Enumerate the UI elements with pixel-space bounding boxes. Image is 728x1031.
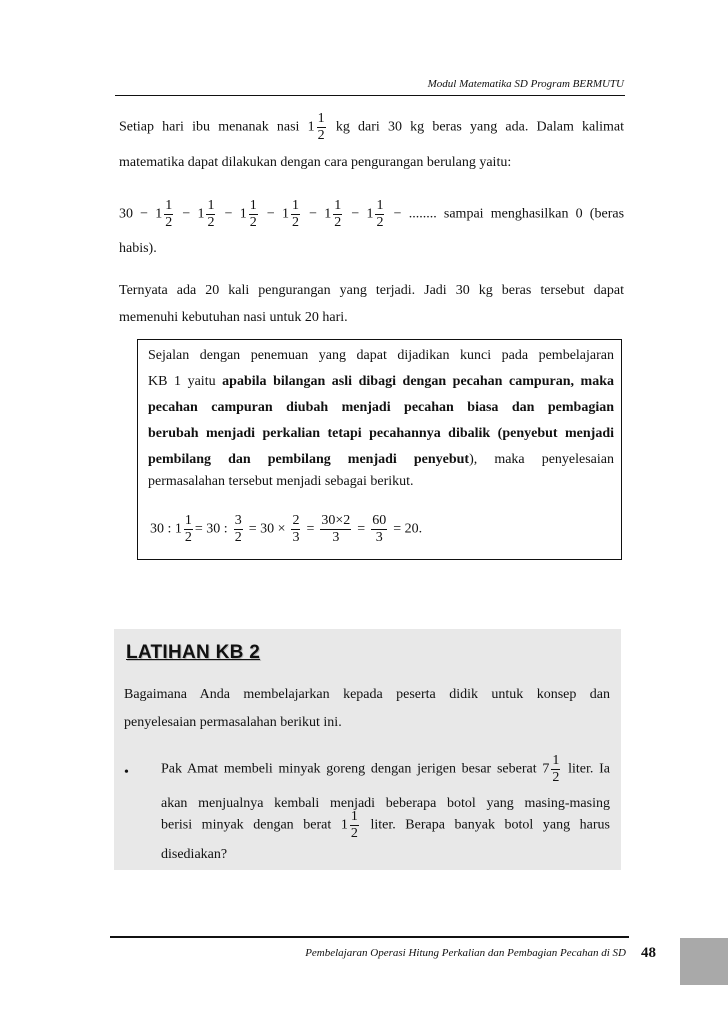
equation-line-2: habis). [119, 241, 157, 256]
fraction: $\frac{1}{2}$ [207, 198, 215, 230]
text: Setiap hari ibu menanak nasi 1 [119, 119, 315, 135]
box-line-6: permasalahan tersebut menjadi sebagai berikut. [148, 474, 414, 489]
exercise-title: LATIHAN KB 2 [126, 642, 261, 663]
box-line-5: pembilang dan pembilang menjadi penyebut), maka penyelesaian [148, 452, 614, 467]
fraction: $\frac{30\times 2}{3}$ [321, 513, 351, 545]
header-rule [115, 95, 625, 96]
running-header: Modul Matematika SD Program BERMUTU [427, 78, 624, 90]
numerator: 1 [317, 111, 325, 126]
fraction: $\frac{1}{2}$ [552, 753, 560, 785]
box-line-3: pecahan campuran diubah menjadi pecahan biasa dan pembagian [148, 400, 614, 415]
fraction: $\frac{1}{2}$ [165, 198, 173, 230]
paragraph-2-line-2: memenuhi kebutuhan nasi untuk 20 hari. [119, 310, 348, 325]
page-tab [680, 938, 728, 985]
paragraph-2-line-1: Ternyata ada 20 kali pengurangan yang terjadi. Jadi 30 kg beras tersebut dapat [119, 283, 624, 298]
eq-term: − 1 [351, 206, 374, 222]
fraction: $\frac{1}{2}$ [376, 198, 384, 230]
denominator: 2 [317, 128, 325, 143]
fraction: $\frac{3}{2}$ [234, 513, 242, 545]
exercise-intro-2: penyelesaian permasalahan berikut ini. [124, 715, 342, 730]
eq-term: − 1 [309, 206, 332, 222]
exercise-panel [114, 629, 621, 870]
eq-tail: − ........ sampai menghasilkan 0 (beras [393, 206, 625, 222]
division-equation: 30 : 1 $\frac{1}{2}$ = 30 : $\frac{3}{2}$ = 30 × $\frac{2}{3}$ = $\frac{30\times 2}{3}$ = $\frac{60}{3}$ = 20. [150, 513, 423, 545]
eq-start: 30 − 1 [119, 206, 163, 222]
subtraction-equation [119, 198, 624, 231]
eq-term: − 1 [224, 206, 247, 222]
fraction: $\frac{60}{3}$ [372, 513, 387, 545]
fraction: $\frac{2}{3}$ [292, 513, 300, 545]
question-line-4: disediakan? [161, 847, 228, 862]
paragraph-1-line-1 [119, 111, 624, 144]
footer-title: Pembelajaran Operasi Hitung Perkalian dan Pembagian Pecahan di SD [305, 947, 626, 959]
question-line-3: berisi minyak dengan berat 1 $\frac{1}{2}$ liter. Berapa banyak botol yang harus [161, 809, 611, 841]
fraction: $\frac{1}{2}$ [350, 809, 358, 841]
text: kg dari 30 kg beras yang ada. Dalam kalimat [335, 119, 625, 135]
fraction: $\frac{1}{2}$ [334, 198, 342, 230]
question-line-1: Pak Amat membeli minyak goreng dengan jerigen besar seberat 7 $\frac{1}{2}$ liter. Ia [161, 753, 611, 785]
box-line-1: Sejalan dengan penemuan yang dapat dijadikan kunci pada pembelajaran [148, 348, 614, 363]
footer-rule [110, 936, 629, 938]
paragraph-1-line-2: matematika dapat dilakukan dengan cara pengurangan berulang yaitu: [119, 155, 512, 170]
eq-term: − 1 [182, 206, 205, 222]
box-line-2: KB 1 yaitu apabila bilangan asli dibagi dengan pecahan campuran, maka [148, 374, 614, 389]
fraction: $\frac{1}{2}$ [291, 198, 299, 230]
eq-term: − 1 [266, 206, 289, 222]
question-line-2: akan menjualnya kembali menjadi beberapa botol yang masing-masing [161, 796, 610, 811]
fraction: $\frac{1}{2}$ [184, 513, 192, 545]
page-number: 48 [641, 945, 656, 961]
box-line-4: berubah menjadi perkalian tetapi pecahannya dibalik (penyebut menjadi [148, 426, 614, 441]
fraction [317, 111, 326, 144]
bullet: • [124, 765, 129, 780]
fraction: $\frac{1}{2}$ [249, 198, 257, 230]
key-concept-box [137, 339, 622, 560]
exercise-intro-1: Bagaimana Anda membelajarkan kepada peserta didik untuk konsep dan [124, 687, 610, 702]
